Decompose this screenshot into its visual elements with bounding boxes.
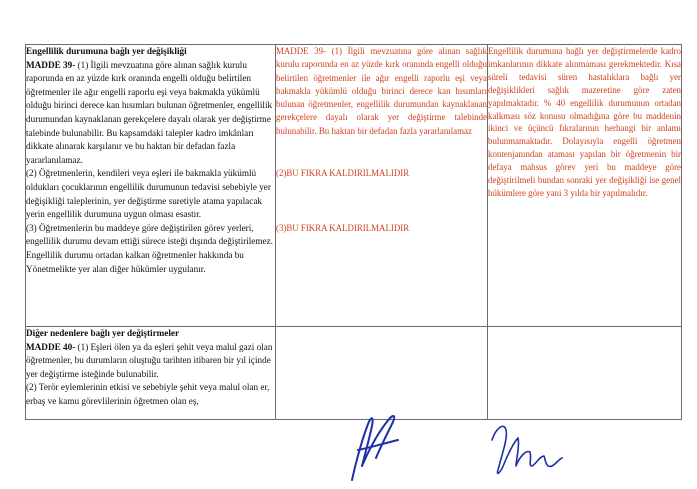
table-row xyxy=(26,327,682,420)
article-paragraph-2: (2) Öğretmenlerin, kendileri veya eşleri ile bakmakla yükümlü oldukları çocuklarının engellilik durumunun tedavisi sebebiyle yer değişikliği taleplerinin, yer değiştirme suretiyle atama yapılacak yerin engellilik durumuna uygun olması esastır. xyxy=(26,168,271,220)
proposed-text-cell xyxy=(276,327,488,420)
signature-2-icon xyxy=(486,420,566,480)
article-number: MADDE 39- xyxy=(26,59,76,70)
current-text-cell xyxy=(26,327,276,420)
article-heading: Diğer nedenlere bağlı yer değiştirmeler xyxy=(26,328,180,338)
article-number: MADDE 40- xyxy=(26,341,76,352)
current-text-cell xyxy=(26,45,276,327)
table-row xyxy=(26,45,682,327)
rationale-text: Engellilik durumuna bağlı yer değiştirmelerde kadro imkanlarının dikkate alınmaması gerekmektedir. Kısa süreli tedavisi süren hastalıklara bağlı yer değişiklikleri sağlık mazeretine göre zaten yapılmaktadır. % 40 engellilik durumunun ortadan kalkması söz konusu olmadığına göre bu maddenin ikinci ve üçüncü fıkralarının herhangi bir anlamı bulunmamaktadır. Dolayısıyla engelli öğretmen kontenjanından ataması yapılan bir öğretmenin bir defaya mahsus görev yeri bu maddeye göre değiştirilmeli bundan sonraki yer değişikliği ise genel hükümlere göre yani 3 yılda bir yapılmalıdır. xyxy=(488,46,681,198)
article-paragraph-1 xyxy=(26,341,275,382)
proposed-deletion-3: (3)BU FIKRA KALDIRILMALIDIR xyxy=(276,223,410,234)
paragraph-text: (1) Eşleri ölen ya da eşleri şehit veya malul gazi olan öğretmenler, bu durumların oluştuğu tarihten itibaren bir yıl içinde yer değiştirme isteğinde bulunabilir. xyxy=(26,341,273,379)
article-paragraph-1 xyxy=(26,59,275,168)
article-paragraph-2: (2) Terör eylemlerinin etkisi ve sebebiyle şehit veya malul olan er, erbaş ve kamu görevlilerinin öğretmen olan eş, xyxy=(26,382,270,406)
proposed-paragraph-1: MADDE 39- (1) İlgili mevzuatına göre alınan sağlık kurulu raporunda en az yüzde kırk oranında engelli olduğu belirtilen öğretmenler ile ağır engelli raporlu eşi veya bakmakla yükümlü olduğu birinci derece kan hısımları bulunan öğretmenler, engellilik durumundan kaynaklanan gerekçelere dayalı olarak yer değiştirme talebinde bulunabilir. Bu haktan bir defadan fazla yararlanılamaz xyxy=(276,46,487,136)
signature-1-icon xyxy=(338,410,408,484)
rationale-cell xyxy=(488,327,682,420)
proposed-deletion-2: (2)BU FIKRA KALDIRILMALIDIR xyxy=(276,168,410,179)
article-paragraph-3: (3) Öğretmenlerin bu maddeye göre değiştirilen görev yerleri, engellilik durumu devam ettiği sürece isteği dışında değiştirilemez. Engellilik durumu ortadan kalkan öğretmenler hakkında bu Yönetmelikte yer alan diğer hükümler uygulanır. xyxy=(26,222,273,274)
rationale-cell xyxy=(488,45,682,327)
paragraph-text: (1) İlgili mevzuatına göre alınan sağlık kurulu raporunda en az yüzde kırk oranında engelli olduğu belirtilen öğretmenler ile ağır engelli raporlu eşi veya bakmakla yükümlü olduğu birinci derece kan hısımları bulunan öğretmenler, engellilik durumundan kaynaklanan gerekçelere dayalı olarak yer değiştirme talebinde bulunabilir. Bu kapsamdaki talepler kadro imkânları dikkate alınarak karşılanır ve bu haktan bir defadan fazla yararlanılamaz. xyxy=(26,59,273,165)
proposed-text-cell xyxy=(276,45,488,327)
regulation-comparison-table xyxy=(25,44,682,420)
article-heading: Engellilik durumuna bağlı yer değişikliği xyxy=(26,46,187,56)
